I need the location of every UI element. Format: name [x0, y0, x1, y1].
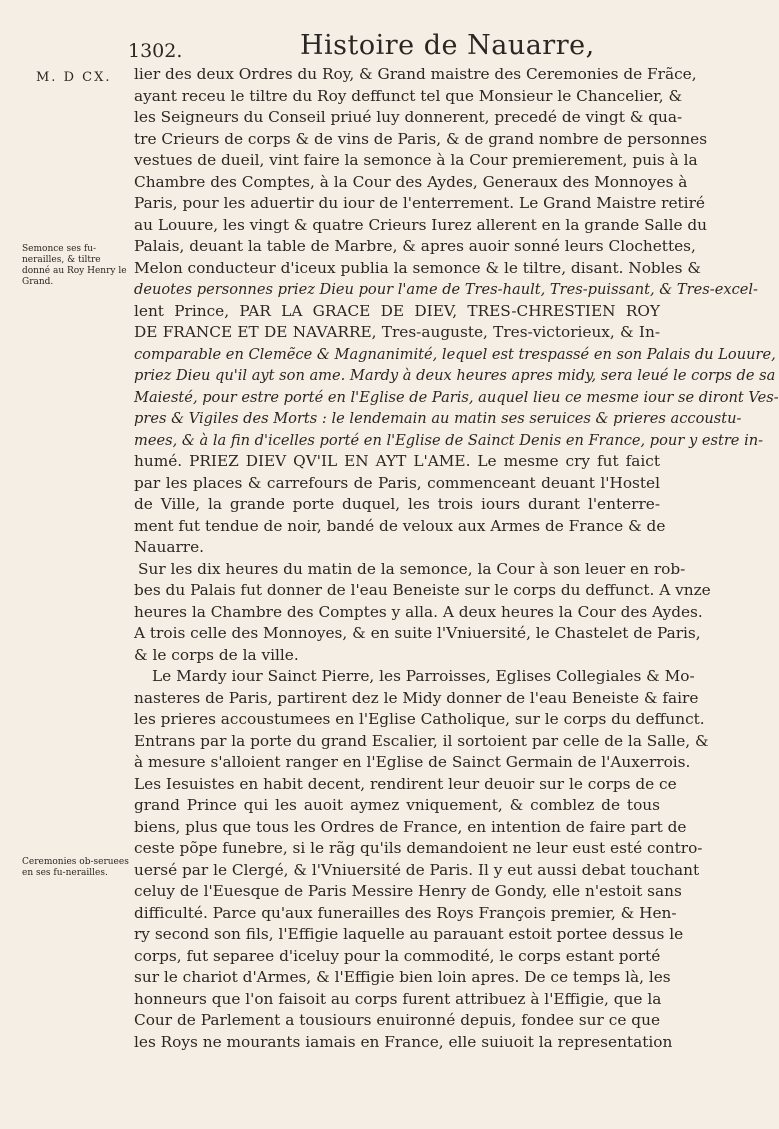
text-line: tre Crieurs de corps & de vins de Paris, & de grand nombre de personnes [134, 129, 708, 148]
text-line: ceste põpe funebre, si le rãg qu'ils demandoient ne leur eust esté contro- [134, 839, 703, 857]
text-line: au Louure, les vingt & quatre Crieurs Iurez allerent en la grande Salle du [134, 215, 708, 234]
text-line: uersé par le Clergé, & l'Vniuersité de Paris. Il y eut aussi debat touchant [134, 860, 700, 879]
text-line: Paris, pour les aduertir du iour de l'enterrement. Le Grand Maistre retiré [134, 194, 705, 212]
margin-year: M. D CX. [36, 70, 112, 85]
text-line: difficulté. Parce qu'aux funerailles des Roys François premier, & Hen- [134, 903, 677, 922]
text-line: de Ville, la grande porte duquel, les trois iours durant l'enterre- [134, 495, 660, 513]
text-line: A trois celle des Monnoyes, & en suite l'Vniuersité, le Chastelet de Paris, [134, 624, 701, 642]
text-line [134, 1053, 660, 1075]
text-line: Palais, deuant la table de Marbre, & apres auoir sonné leurs Clochettes, [134, 237, 696, 255]
text-line: humé. PRIEZ DIEV QV'IL EN AYT L'AME. Le mesme cry fut faict [134, 452, 660, 470]
text-line: Sur les dix heures du matin de la semonce, la Cour à son leuer en rob- [138, 559, 686, 578]
text-line: mees, & à la fin d'icelles porté en l'Eglise de Sainct Denis en France, pour y estre in- [134, 431, 764, 449]
text-line: corps, fut separee d'iceluy pour la commodité, le corps estant porté [134, 946, 661, 965]
text-line: ayant receu le tiltre du Roy deffunct tel que Monsieur le Chancelier, & [134, 86, 683, 105]
text-line: grand Prince qui les auoit aymez vniquement, & comblez de tous [134, 796, 660, 814]
text-line: Cour de Parlement a tousiours enuironné depuis, fondee sur ce que [134, 1011, 660, 1029]
text-line: Chambre des Comptes, à la Cour des Aydes, Generaux des Monnoyes à [134, 172, 688, 191]
text-line: sur le chariot d'Armes, & l'Effigie bien loin apres. De ce temps là, les [134, 968, 671, 986]
text-line: ry second son fils, l'Effigie laquelle au parauant estoit portee dessus le [134, 925, 684, 943]
text-line: nasteres de Paris, partirent dez le Midy donner de l'eau Beneiste & faire [134, 688, 699, 707]
text-line: DE FRANCE ET DE NAVARRE, Tres-auguste, Tres-victorieux, & In- [134, 323, 660, 341]
text-line: bes du Palais fut donner de l'eau Beneiste sur le corps du deffunct. A vnze [134, 581, 711, 599]
text-line: Les Iesuistes en habit decent, rendirent leur deuoir sur le corps de ce [134, 774, 677, 793]
body-text [134, 64, 779, 1075]
text-line: Melon conducteur d'iceux publia la semonce & le tiltre, disant. Nobles & [134, 258, 701, 277]
running-title: Histoire de Nauarre, [300, 30, 595, 61]
page-number: 1302. [128, 40, 183, 62]
text-line: honneurs que l'on faisoit au corps furent attribuez à l'Effigie, que la [134, 989, 662, 1008]
text-line: ment fut tendue de noir, bandé de veloux aux Armes de France & de [134, 516, 666, 535]
text-line: & le corps de la ville. [134, 645, 299, 664]
text-line: les prieres accoustumees en l'Eglise Catholique, sur le corps du deffunct. [134, 710, 705, 728]
text-line: lier des deux Ordres du Roy, & Grand maistre des Ceremonies de Frãce, [134, 65, 697, 83]
margin-note-semonce: Semonce ses fu-nerailles, & tiltre donné au Roy Henry le Grand. [22, 244, 127, 287]
text-line: comparable en Clemẽce & Magnanimité, lequel est trespassé en son Palais du Louure, [134, 345, 776, 363]
text-line: les Roys ne mourants iamais en France, elle suiuoit la representation [134, 1032, 673, 1051]
text-line: heures la Chambre des Comptes y alla. A deux heures la Cour des Aydes. [134, 602, 703, 621]
text-line: les Seigneurs du Conseil priué luy donnerent, precedé de vingt & qua- [134, 108, 683, 126]
text-line: priez Dieu qu'il ayt son ame. Mardy à deux heures apres midy, sera leué le corps de sa [134, 367, 776, 384]
page-header [0, 26, 700, 66]
text-line: par les places & carrefours de Paris, commenceant deuant l'Hostel [134, 473, 660, 492]
text-line: deuotes personnes priez Dieu pour l'ame de Tres-hault, Tres-puissant, & Tres-excel- [134, 281, 758, 298]
text-line: à mesure s'alloient ranger en l'Eglise de Sainct Germain de l'Auxerrois. [134, 753, 691, 771]
text-line: biens, plus que tous les Ordres de France, en intention de faire part de [134, 817, 687, 836]
margin-note-ceremonies: Ceremonies ob-seruees en ses fu-nerailles. [22, 857, 129, 878]
text-line: celuy de l'Euesque de Paris Messire Henry de Gondy, elle n'estoit sans [134, 882, 682, 900]
text-line: Entrans par la porte du grand Escalier, il sortoient par celle de la Salle, & [134, 731, 709, 750]
text-line: Maiesté, pour estre porté en l'Eglise de Paris, auquel lieu ce mesme iour se diront Ves- [134, 388, 779, 406]
text-line: Nauarre. [134, 538, 205, 556]
text-line: lent Prince, PAR LA GRACE DE DIEV, TRES-CHRESTIEN ROY [134, 301, 660, 320]
text-line: Le Mardy iour Sainct Pierre, les Parroisses, Eglises Collegiales & Mo- [152, 667, 695, 685]
text-line: pres & Vigiles des Morts : le lendemain au matin ses seruices & prieres accoustu- [134, 410, 742, 427]
text-line: vestues de dueil, vint faire la semonce à la Cour premierement, puis à la [134, 151, 698, 169]
